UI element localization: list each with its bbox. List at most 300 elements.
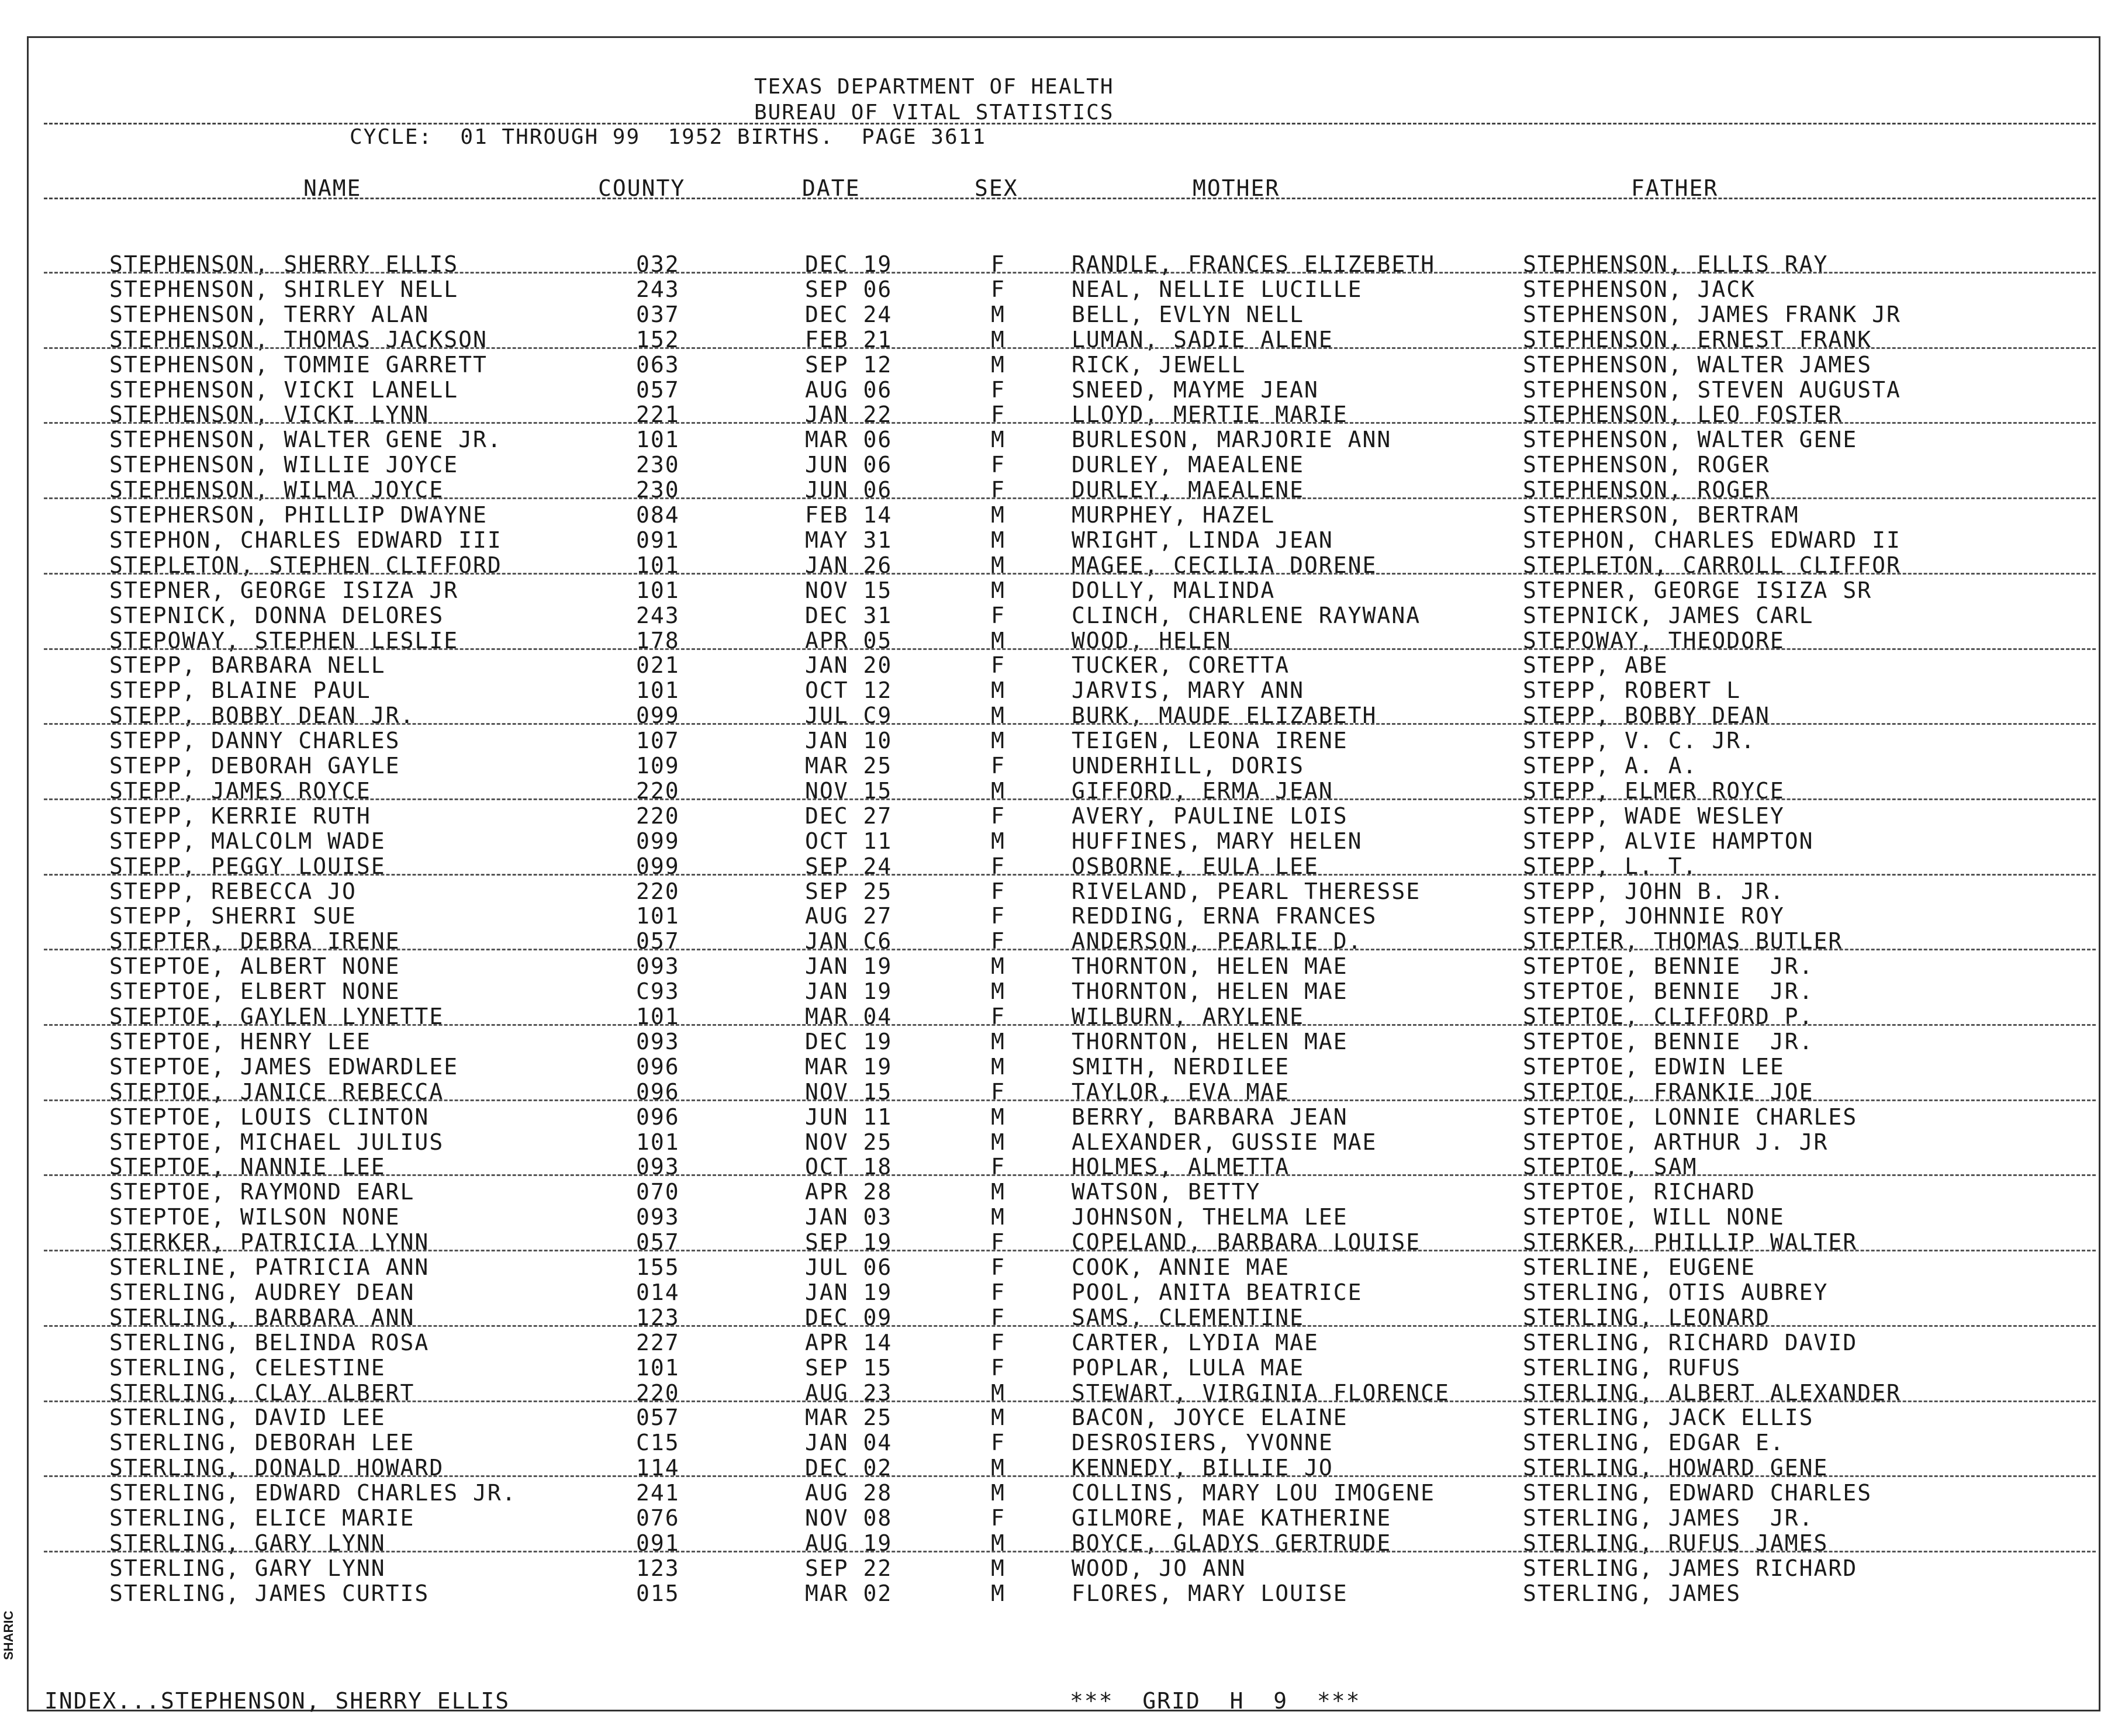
cell-mother: THORNTON, HELEN MAE: [1072, 978, 1348, 1005]
table-row: [0, 777, 2125, 804]
cell-sex: F: [991, 1254, 1006, 1280]
cell-county: 099: [636, 853, 680, 879]
cell-father: STEPHENSON, JAMES FRANK JR: [1523, 301, 1901, 327]
cell-sex: F: [991, 878, 1006, 904]
cell-mother: POPLAR, LULA MAE: [1072, 1354, 1305, 1381]
cell-sex: F: [991, 928, 1006, 955]
table-row: [0, 303, 2125, 328]
table-row: [0, 328, 2125, 353]
cell-father: STEPP, A. A.: [1523, 753, 1698, 779]
cell-date: AUG 19: [805, 1530, 893, 1556]
cell-father: STEPP, ALVIE HAMPTON: [1523, 828, 1814, 854]
cell-county: 101: [636, 677, 680, 704]
cell-mother: TUCKER, CORETTA: [1072, 652, 1290, 679]
cell-father: STEPTOE, BENNIE JR.: [1523, 1028, 1814, 1054]
cell-mother: WATSON, BETTY: [1072, 1179, 1261, 1205]
cell-date: APR 05: [805, 627, 893, 653]
cell-father: STEPTOE, BENNIE JR.: [1523, 978, 1814, 1005]
cell-mother: THORNTON, HELEN MAE: [1072, 1028, 1348, 1054]
cell-county: 099: [636, 828, 680, 854]
cell-sex: F: [991, 1505, 1006, 1531]
cell-mother: JOHNSON, THELMA LEE: [1072, 1204, 1348, 1230]
cell-sex: F: [991, 753, 1006, 779]
cell-date: JAN 19: [805, 978, 893, 1005]
cell-date: NOV 25: [805, 1129, 893, 1155]
cell-father: STEPP, ABE: [1523, 652, 1668, 679]
cell-mother: BURK, MAUDE ELIZABETH: [1072, 703, 1377, 729]
table-row: [0, 805, 2125, 829]
cell-sex: F: [991, 251, 1006, 277]
cell-sex: M: [991, 677, 1006, 704]
cell-father: STEPHENSON, JACK: [1523, 276, 1756, 302]
cell-father: STEPLETON, CARROLL CLIFFOR: [1523, 552, 1901, 578]
cell-date: MAR 25: [805, 1405, 893, 1431]
cell-date: SEP 12: [805, 351, 893, 378]
cell-sex: M: [991, 1379, 1006, 1406]
table-row: [0, 627, 2125, 654]
index-line: INDEX...STEPHENSON, SHERRY ELLIS: [44, 1688, 510, 1714]
cell-county: 091: [636, 527, 680, 553]
table-row: [0, 351, 2125, 378]
cell-name: STEPP, BARBARA NELL: [109, 652, 386, 679]
cell-name: STEPHENSON, THOMAS JACKSON: [109, 326, 488, 352]
cell-mother: COOK, ANNIE MAE: [1072, 1254, 1290, 1280]
cell-name: STEPP, JAMES ROYCE: [109, 777, 371, 804]
cell-father: STERLING, HOWARD GENE: [1523, 1455, 1829, 1481]
cell-sex: F: [991, 1279, 1006, 1305]
cell-name: STEPP, DEBORAH GAYLE: [109, 753, 400, 779]
cell-father: STEPHENSON, WALTER GENE: [1523, 427, 1858, 453]
cell-name: STEPTOE, RAYMOND EARL: [109, 1179, 415, 1205]
cell-sex: M: [991, 703, 1006, 729]
cell-county: 101: [636, 903, 680, 929]
cell-mother: GILMORE, MAE KATHERINE: [1072, 1505, 1392, 1531]
table-row: [0, 729, 2125, 754]
cell-father: STEPP, L. T.: [1523, 853, 1698, 879]
cell-mother: TEIGEN, LEONA IRENE: [1072, 728, 1348, 754]
cell-mother: BERRY, BARBARA JEAN: [1072, 1104, 1348, 1130]
cell-mother: CARTER, LYDIA MAE: [1072, 1329, 1319, 1355]
cell-name: STEPTER, DEBRA IRENE: [109, 928, 400, 955]
cell-name: STERLING, ELICE MARIE: [109, 1505, 415, 1531]
cell-date: SEP 25: [805, 878, 893, 904]
cell-father: STERLING, RUFUS: [1523, 1354, 1742, 1381]
table-row: [0, 1181, 2125, 1205]
cell-sex: F: [991, 1078, 1006, 1105]
cell-name: STEPTOE, HENRY LEE: [109, 1028, 371, 1054]
cell-name: STERLING, EDWARD CHARLES JR.: [109, 1480, 517, 1506]
cell-sex: F: [991, 602, 1006, 628]
grid-reference: *** GRID H 9 ***: [1070, 1688, 1361, 1714]
cell-name: STERLING, BARBARA ANN: [109, 1304, 415, 1330]
cell-county: 096: [636, 1104, 680, 1130]
cell-name: STEPHENSON, SHERRY ELLIS: [109, 251, 459, 277]
cell-county: 057: [636, 928, 680, 955]
cell-county: 015: [636, 1580, 680, 1606]
table-row: [0, 1406, 2125, 1431]
table-row: [0, 755, 2125, 779]
cell-county: 057: [636, 376, 680, 403]
cell-date: SEP 22: [805, 1555, 893, 1581]
column-header-rule: [44, 198, 2096, 199]
table-row: [0, 1206, 2125, 1230]
cell-father: STERLING, OTIS AUBREY: [1523, 1279, 1829, 1305]
cell-date: MAR 19: [805, 1053, 893, 1080]
cell-name: STEPOWAY, STEPHEN LESLIE: [109, 627, 459, 653]
column-header-mother: MOTHER: [1193, 175, 1280, 201]
cell-mother: AVERY, PAULINE LOIS: [1072, 803, 1348, 829]
cell-mother: WILBURN, ARYLENE: [1072, 1004, 1305, 1029]
cell-county: 152: [636, 326, 680, 352]
table-row: [0, 1281, 2125, 1306]
cell-father: STEPTOE, WILL NONE: [1523, 1204, 1785, 1230]
cell-father: STERLING, JAMES JR.: [1523, 1505, 1814, 1531]
cell-date: FEB 14: [805, 502, 893, 528]
cell-date: JUL C9: [805, 703, 893, 729]
cell-mother: GIFFORD, ERMA JEAN: [1072, 777, 1333, 804]
table-row: [0, 1005, 2125, 1030]
table-row: [0, 880, 2125, 905]
cell-date: OCT 18: [805, 1154, 893, 1180]
cell-county: 093: [636, 953, 680, 980]
cell-sex: M: [991, 326, 1006, 352]
cell-county: 096: [636, 1078, 680, 1105]
cell-father: STEPHENSON, ROGER: [1523, 452, 1770, 478]
cell-county: 123: [636, 1555, 680, 1581]
cell-father: STEPP, WADE WESLEY: [1523, 803, 1785, 829]
cell-name: STEPP, REBECCA JO: [109, 878, 357, 904]
cell-mother: SAMS, CLEMENTINE: [1072, 1304, 1305, 1330]
table-row: [0, 1053, 2125, 1080]
cell-name: STEPHERSON, PHILLIP DWAYNE: [109, 502, 488, 528]
cell-name: STEPTOE, JANICE REBECCA: [109, 1078, 444, 1105]
cell-mother: UNDERHILL, DORIS: [1072, 753, 1305, 779]
cell-mother: KENNEDY, BILLIE JO: [1072, 1455, 1333, 1481]
cell-mother: FLORES, MARY LOUISE: [1072, 1580, 1348, 1606]
cell-father: STERLING, EDGAR E.: [1523, 1430, 1785, 1456]
cell-name: STEPP, BOBBY DEAN JR.: [109, 703, 415, 729]
cell-name: STERLING, GARY LYNN: [109, 1555, 386, 1581]
cell-mother: JARVIS, MARY ANN: [1072, 677, 1305, 704]
cell-name: STERLING, DONALD HOWARD: [109, 1455, 444, 1481]
cell-name: STERLING, JAMES CURTIS: [109, 1580, 430, 1606]
cell-county: 037: [636, 301, 680, 327]
cell-name: STEPTOE, MICHAEL JULIUS: [109, 1129, 444, 1155]
cell-father: STERLING, RICHARD DAVID: [1523, 1329, 1858, 1355]
cell-name: STERLING, BELINDA ROSA: [109, 1329, 430, 1355]
column-header-sex: SEX: [975, 175, 1018, 201]
table-row: [0, 529, 2125, 554]
table-row: [0, 654, 2125, 679]
cell-father: STEPHERSON, BERTRAM: [1523, 502, 1799, 528]
cell-father: STEPTOE, RICHARD: [1523, 1179, 1756, 1205]
cell-mother: HOLMES, ALMETTA: [1072, 1154, 1290, 1180]
table-row: [0, 679, 2125, 704]
table-row: [0, 504, 2125, 528]
cell-date: OCT 11: [805, 828, 893, 854]
cell-name: STEPHENSON, VICKI LYNN: [109, 402, 430, 428]
cell-father: STEPHENSON, LEO FOSTER: [1523, 402, 1843, 428]
cell-county: 101: [636, 1129, 680, 1155]
cell-sex: F: [991, 1354, 1006, 1381]
cell-sex: M: [991, 728, 1006, 754]
cell-sex: M: [991, 627, 1006, 653]
column-header-name: NAME: [303, 175, 362, 201]
table-row: [0, 955, 2125, 980]
cell-date: NOV 15: [805, 777, 893, 804]
cell-sex: F: [991, 1004, 1006, 1029]
cell-date: JAN 19: [805, 953, 893, 980]
cell-county: 123: [636, 1304, 680, 1330]
cell-county: 057: [636, 1229, 680, 1256]
cell-mother: POOL, ANITA BEATRICE: [1072, 1279, 1363, 1305]
cell-father: STEPTOE, LONNIE CHARLES: [1523, 1104, 1858, 1130]
cell-mother: RIVELAND, PEARL THERESSE: [1072, 878, 1421, 904]
cell-mother: THORNTON, HELEN MAE: [1072, 953, 1348, 980]
table-row: [0, 579, 2125, 604]
table-row: [0, 1532, 2125, 1557]
cell-county: 091: [636, 1530, 680, 1556]
table-row: [0, 1131, 2125, 1156]
table-row: [0, 1306, 2125, 1331]
cell-name: STEPLETON, STEPHEN CLIFFORD: [109, 552, 502, 578]
cell-father: STEPTOE, FRANKIE JOE: [1523, 1078, 1814, 1105]
cell-mother: COPELAND, BARBARA LOUISE: [1072, 1229, 1421, 1256]
table-row: [0, 479, 2125, 503]
cell-date: JAN 22: [805, 402, 893, 428]
table-row: [0, 376, 2125, 403]
cell-date: DEC 24: [805, 301, 893, 327]
cell-father: STEPTOE, SAM: [1523, 1154, 1698, 1180]
cell-date: JAN 20: [805, 652, 893, 679]
cell-father: STEPP, ELMER ROYCE: [1523, 777, 1785, 804]
cell-county: 241: [636, 1480, 680, 1506]
table-row: [0, 403, 2125, 428]
cell-name: STEPHENSON, WILLIE JOYCE: [109, 452, 459, 478]
cell-name: STEPTOE, ELBERT NONE: [109, 978, 400, 1005]
cell-mother: SMITH, NERDILEE: [1072, 1053, 1290, 1080]
cell-father: STEPHENSON, ELLIS RAY: [1523, 251, 1829, 277]
cell-name: STEPNER, GEORGE ISIZA JR: [109, 577, 459, 603]
cell-father: STEPTER, THOMAS BUTLER: [1523, 928, 1843, 955]
cell-name: STEPTOE, NANNIE LEE: [109, 1154, 386, 1180]
table-row: [0, 278, 2125, 303]
cell-mother: STEWART, VIRGINIA FLORENCE: [1072, 1379, 1450, 1406]
cell-county: 220: [636, 1379, 680, 1406]
cell-date: MAY 31: [805, 527, 893, 553]
table-row: [0, 830, 2125, 855]
cell-name: STERLING, AUDREY DEAN: [109, 1279, 415, 1305]
cell-date: MAR 04: [805, 1004, 893, 1029]
cell-sex: F: [991, 1430, 1006, 1456]
cell-county: 220: [636, 878, 680, 904]
cell-sex: F: [991, 452, 1006, 478]
cell-father: STERLING, RUFUS JAMES: [1523, 1530, 1829, 1556]
cell-date: JAN 10: [805, 728, 893, 754]
table-row: [0, 454, 2125, 478]
table-row: [0, 428, 2125, 453]
column-header-date: DATE: [802, 175, 861, 201]
cell-father: STERLING, JAMES: [1523, 1580, 1742, 1606]
cell-date: OCT 12: [805, 677, 893, 704]
cell-sex: F: [991, 903, 1006, 929]
cell-father: STEPTOE, EDWIN LEE: [1523, 1053, 1785, 1080]
cell-county: 032: [636, 251, 680, 277]
cell-county: 109: [636, 753, 680, 779]
cell-mother: LUMAN, SADIE ALENE: [1072, 326, 1333, 352]
cell-sex: M: [991, 1405, 1006, 1431]
cell-father: STERLING, JAMES RICHARD: [1523, 1555, 1858, 1581]
cell-father: STEPP, BOBBY DEAN: [1523, 703, 1770, 729]
cell-father: STEPTOE, BENNIE JR.: [1523, 953, 1814, 980]
cell-sex: M: [991, 351, 1006, 378]
table-row: [0, 930, 2125, 955]
cell-date: APR 28: [805, 1179, 893, 1205]
table-row: [0, 1329, 2125, 1356]
cell-county: 221: [636, 402, 680, 428]
cell-county: 099: [636, 703, 680, 729]
cell-sex: M: [991, 777, 1006, 804]
cell-date: JAN 26: [805, 552, 893, 578]
cell-date: JUN 06: [805, 452, 893, 478]
cell-mother: RANDLE, FRANCES ELIZEBETH: [1072, 251, 1435, 277]
cell-father: STEPHENSON, WALTER JAMES: [1523, 351, 1872, 378]
cell-name: STERLING, CELESTINE: [109, 1354, 386, 1381]
cell-name: STEPP, SHERRI SUE: [109, 903, 357, 929]
cell-father: STEPNICK, JAMES CARL: [1523, 602, 1814, 628]
cell-father: STEPOWAY, THEODORE: [1523, 627, 1785, 653]
cell-name: STEPTOE, WILSON NONE: [109, 1204, 400, 1230]
cell-father: STERLING, EDWARD CHARLES: [1523, 1480, 1872, 1506]
cell-name: STEPHENSON, WILMA JOYCE: [109, 477, 444, 503]
cell-father: STERKER, PHILLIP WALTER: [1523, 1229, 1858, 1256]
table-row: [0, 1457, 2125, 1481]
table-row: [0, 1354, 2125, 1381]
cell-date: MAR 06: [805, 427, 893, 453]
cell-sex: M: [991, 1455, 1006, 1481]
cell-mother: MAGEE, CECILIA DORENE: [1072, 552, 1377, 578]
table-row: [0, 905, 2125, 929]
cell-sex: F: [991, 376, 1006, 403]
cell-name: STEPHENSON, VICKI LANELL: [109, 376, 459, 403]
cell-sex: M: [991, 527, 1006, 553]
cell-sex: M: [991, 1129, 1006, 1155]
cell-date: DEC 02: [805, 1455, 893, 1481]
cell-county: 093: [636, 1028, 680, 1054]
cell-name: STERLING, DEBORAH LEE: [109, 1430, 415, 1456]
cell-date: JAN C6: [805, 928, 893, 955]
cell-county: 227: [636, 1329, 680, 1355]
cell-county: 014: [636, 1279, 680, 1305]
cell-name: STEPHENSON, WALTER GENE JR.: [109, 427, 502, 453]
cell-father: STEPHENSON, STEVEN AUGUSTA: [1523, 376, 1901, 403]
cell-mother: DURLEY, MAEALENE: [1072, 452, 1305, 478]
cell-county: 230: [636, 452, 680, 478]
cell-mother: BELL, EVLYN NELL: [1072, 301, 1305, 327]
cell-sex: F: [991, 652, 1006, 679]
cell-sex: M: [991, 502, 1006, 528]
cell-county: 093: [636, 1204, 680, 1230]
cell-county: 101: [636, 577, 680, 603]
cell-sex: F: [991, 402, 1006, 428]
cell-county: 178: [636, 627, 680, 653]
cell-date: JUL 06: [805, 1254, 893, 1280]
cell-name: STEPNICK, DONNA DELORES: [109, 602, 444, 628]
cell-name: STEPTOE, GAYLEN LYNETTE: [109, 1004, 444, 1029]
bureau-title: BUREAU OF VITAL STATISTICS: [754, 101, 1114, 125]
cell-name: STEPTOE, LOUIS CLINTON: [109, 1104, 430, 1130]
table-row: [0, 554, 2125, 579]
cell-date: DEC 19: [805, 1028, 893, 1054]
cell-name: STEPTOE, ALBERT NONE: [109, 953, 400, 980]
table-row: [0, 1030, 2125, 1055]
cell-date: DEC 31: [805, 602, 893, 628]
cell-mother: REDDING, ERNA FRANCES: [1072, 903, 1377, 929]
cell-date: AUG 23: [805, 1379, 893, 1406]
cell-county: 101: [636, 552, 680, 578]
cell-name: STEPHENSON, TERRY ALAN: [109, 301, 430, 327]
cell-county: 107: [636, 728, 680, 754]
cell-mother: WOOD, HELEN: [1072, 627, 1232, 653]
cell-county: 243: [636, 602, 680, 628]
table-row: [0, 980, 2125, 1005]
cell-county: 076: [636, 1505, 680, 1531]
cell-county: 070: [636, 1179, 680, 1205]
cell-county: 101: [636, 427, 680, 453]
cell-date: AUG 06: [805, 376, 893, 403]
side-tag: SHARIC: [1, 1610, 16, 1660]
table-row: [0, 604, 2125, 629]
cell-mother: RICK, JEWELL: [1072, 351, 1246, 378]
cell-mother: HUFFINES, MARY HELEN: [1072, 828, 1363, 854]
cell-date: SEP 19: [805, 1229, 893, 1256]
cell-mother: CLINCH, CHARLENE RAYWANA: [1072, 602, 1421, 628]
cell-sex: M: [991, 1179, 1006, 1205]
cell-mother: MURPHEY, HAZEL: [1072, 502, 1276, 528]
cell-date: JUN 11: [805, 1104, 893, 1130]
cell-mother: NEAL, NELLIE LUCILLE: [1072, 276, 1363, 302]
cell-sex: M: [991, 1555, 1006, 1581]
cell-mother: DURLEY, MAEALENE: [1072, 477, 1305, 503]
cell-sex: F: [991, 803, 1006, 829]
cell-mother: BACON, JOYCE ELAINE: [1072, 1405, 1348, 1431]
agency-title: TEXAS DEPARTMENT OF HEALTH: [754, 75, 1114, 99]
cell-name: STEPP, MALCOLM WADE: [109, 828, 386, 854]
cell-sex: M: [991, 1530, 1006, 1556]
cell-sex: M: [991, 1053, 1006, 1080]
cell-county: 084: [636, 502, 680, 528]
table-row: [0, 1582, 2125, 1607]
cell-date: JAN 19: [805, 1279, 893, 1305]
cell-date: DEC 19: [805, 251, 893, 277]
cell-county: 101: [636, 1354, 680, 1381]
table-row: [0, 1256, 2125, 1281]
cell-name: STERLINE, PATRICIA ANN: [109, 1254, 430, 1280]
cell-name: STEPP, PEGGY LOUISE: [109, 853, 386, 879]
cell-date: SEP 06: [805, 276, 893, 302]
cell-date: NOV 15: [805, 1078, 893, 1105]
cell-mother: SNEED, MAYME JEAN: [1072, 376, 1319, 403]
cell-father: STEPNER, GEORGE ISIZA SR: [1523, 577, 1872, 603]
cell-father: STEPHON, CHARLES EDWARD II: [1523, 527, 1901, 553]
cell-father: STEPHENSON, ERNEST FRANK: [1523, 326, 1872, 352]
cell-county: C93: [636, 978, 680, 1005]
cell-date: AUG 27: [805, 903, 893, 929]
cell-county: 220: [636, 777, 680, 804]
table-row: [0, 1431, 2125, 1456]
cell-sex: M: [991, 1204, 1006, 1230]
cell-mother: LLOYD, MERTIE MARIE: [1072, 402, 1348, 428]
